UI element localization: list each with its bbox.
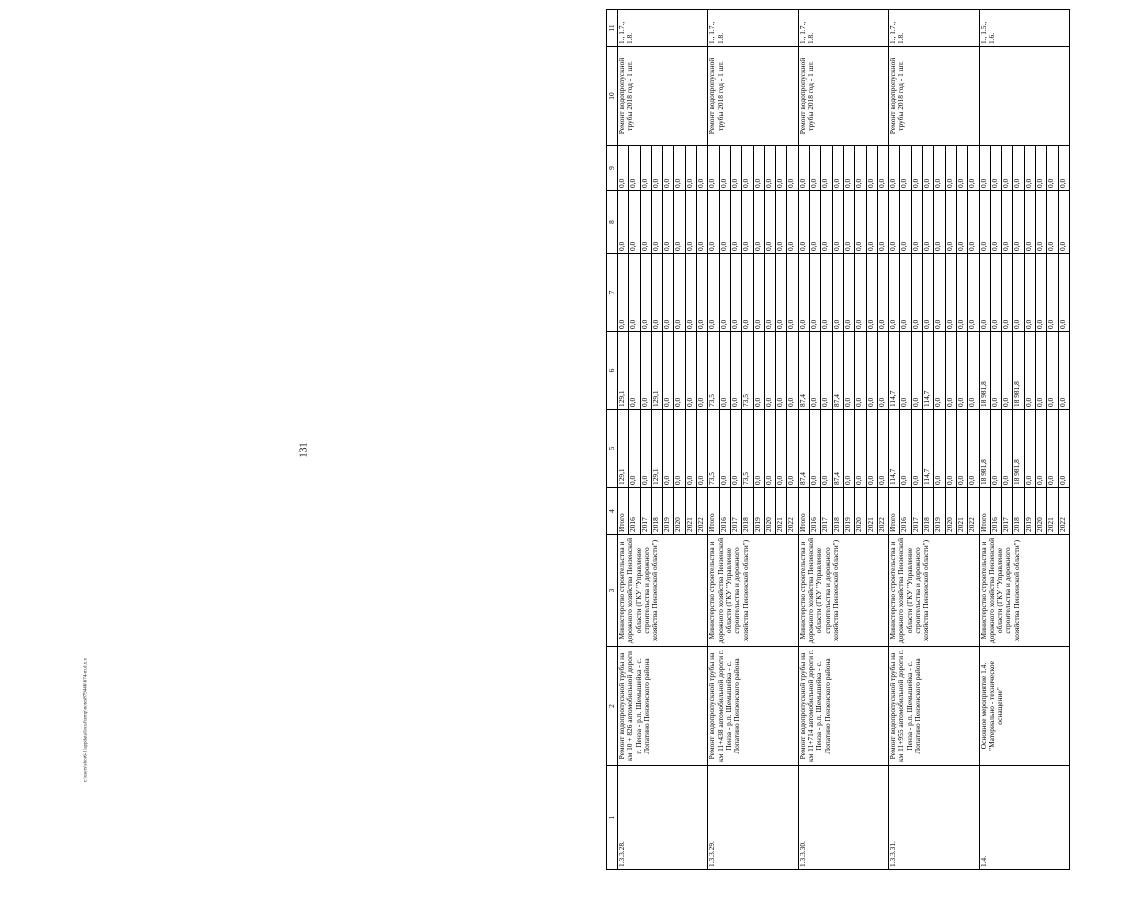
- funding-value: 18 981,8: [1013, 410, 1024, 488]
- funding-value: 114,7: [889, 332, 900, 410]
- funding-value: 0,0: [640, 191, 651, 254]
- period-cell: 2018: [1013, 488, 1024, 535]
- funding-value: 18 981,8: [979, 332, 990, 410]
- column-number-2: 2: [607, 647, 618, 766]
- funding-value: 0,0: [787, 146, 798, 191]
- funding-value: 0,0: [810, 191, 821, 254]
- table-row: [979, 10, 990, 870]
- period-cell: 2016: [719, 488, 730, 535]
- activity-executor: Министерство строительства и дорожного хозяйства Пензенской области (ГКУ "Управление строительства и дорожного хозяйства Пензенской области"): [889, 535, 979, 647]
- column-number-3: 3: [607, 535, 618, 647]
- funding-value: 0,0: [730, 146, 741, 191]
- funding-value: 0,0: [753, 332, 764, 410]
- rotated-table-container: [606, 10, 1138, 870]
- funding-value: 0,0: [855, 191, 866, 254]
- funding-value: 73,5: [708, 410, 719, 488]
- page-number: 131: [298, 442, 310, 458]
- period-cell: 2020: [674, 488, 685, 535]
- funding-value: 129,1: [618, 332, 629, 410]
- funding-value: 0,0: [810, 146, 821, 191]
- funding-value: 0,0: [866, 410, 877, 488]
- period-cell: 2020: [1035, 488, 1046, 535]
- funding-value: 0,0: [629, 254, 640, 332]
- indicator-links: 1., 1.5., 1.6.: [979, 10, 1069, 47]
- funding-value: 0,0: [855, 146, 866, 191]
- funding-value: 0,0: [798, 146, 809, 191]
- period-cell: 2017: [1002, 488, 1013, 535]
- table-row: [798, 10, 809, 870]
- funding-value: 0,0: [640, 254, 651, 332]
- funding-value: 0,0: [968, 191, 979, 254]
- funding-value: 0,0: [843, 191, 854, 254]
- funding-value: 0,0: [1047, 410, 1058, 488]
- indicator-links: 1., 1.7., 1.8.: [708, 10, 798, 47]
- funding-value: 0,0: [877, 410, 888, 488]
- funding-value: 0,0: [990, 410, 1001, 488]
- funding-value: 0,0: [843, 254, 854, 332]
- funding-value: 0,0: [1035, 191, 1046, 254]
- period-cell: 2022: [968, 488, 979, 535]
- funding-value: 0,0: [810, 332, 821, 410]
- funding-value: 0,0: [1058, 410, 1069, 488]
- funding-value: 0,0: [990, 332, 1001, 410]
- funding-value: 0,0: [742, 146, 753, 191]
- funding-value: 0,0: [776, 146, 787, 191]
- funding-value: 0,0: [719, 146, 730, 191]
- funding-value: 0,0: [618, 191, 629, 254]
- funding-value: 0,0: [956, 332, 967, 410]
- funding-value: 0,0: [685, 410, 696, 488]
- activity-executor: Министерство строительства и дорожного хозяйства Пензенской области (ГКУ "Управление строительства и дорожного хозяйства Пензенской области"): [618, 535, 708, 647]
- funding-value: 0,0: [1024, 191, 1035, 254]
- funding-value: 0,0: [1047, 146, 1058, 191]
- funding-value: 0,0: [697, 332, 708, 410]
- activity-name: Ремонт водопропускной трубы на км 10 + 826 автомобильной дороги г. Пенза - р.п. Шемышейка - с. Лопатино Пензенского района: [618, 647, 708, 766]
- funding-value: 0,0: [663, 254, 674, 332]
- funding-value: 0,0: [990, 254, 1001, 332]
- funding-value: 0,0: [1013, 191, 1024, 254]
- funding-value: 0,0: [674, 146, 685, 191]
- funding-value: 114,7: [923, 332, 934, 410]
- funding-value: 0,0: [934, 332, 945, 410]
- funding-value: 87,4: [832, 410, 843, 488]
- period-cell: 2016: [900, 488, 911, 535]
- funding-value: 0,0: [889, 254, 900, 332]
- funding-value: 0,0: [934, 146, 945, 191]
- funding-value: 0,0: [1035, 332, 1046, 410]
- funding-value: 0,0: [685, 146, 696, 191]
- expected-result: Ремонт водопропускной трубы 2018 год - 1 шт.: [889, 47, 979, 146]
- program-activities-table: [606, 9, 1070, 870]
- funding-value: 0,0: [911, 332, 922, 410]
- funding-value: 0,0: [956, 254, 967, 332]
- funding-value: 0,0: [900, 254, 911, 332]
- funding-value: 129,1: [651, 410, 662, 488]
- funding-value: 73,5: [742, 332, 753, 410]
- funding-value: 0,0: [1013, 146, 1024, 191]
- funding-value: 114,7: [923, 410, 934, 488]
- funding-value: 129,1: [651, 332, 662, 410]
- funding-value: 0,0: [618, 254, 629, 332]
- funding-value: 0,0: [697, 191, 708, 254]
- funding-value: 0,0: [787, 332, 798, 410]
- period-cell: 2020: [855, 488, 866, 535]
- funding-value: 0,0: [832, 191, 843, 254]
- funding-value: 73,5: [742, 410, 753, 488]
- funding-value: 0,0: [1002, 332, 1013, 410]
- header-row: [607, 10, 618, 870]
- funding-value: 0,0: [663, 332, 674, 410]
- funding-value: 0,0: [776, 410, 787, 488]
- funding-value: 0,0: [708, 191, 719, 254]
- funding-value: 0,0: [945, 332, 956, 410]
- period-cell: 2017: [911, 488, 922, 535]
- column-number-7: 7: [607, 254, 618, 332]
- period-cell: 2019: [843, 488, 854, 535]
- funding-value: 0,0: [753, 146, 764, 191]
- period-cell: Итого: [618, 488, 629, 535]
- activity-name: Основное мероприятие 1.4. "Материально - техническое оснащение": [979, 647, 1069, 766]
- funding-value: 0,0: [855, 332, 866, 410]
- footer-file-path: c:\users\sbor6-1\appdata\local\temp\notes879446\674-m.d.x.x: [83, 657, 89, 783]
- funding-value: 0,0: [708, 254, 719, 332]
- funding-value: 0,0: [764, 410, 775, 488]
- funding-value: 0,0: [697, 146, 708, 191]
- funding-value: 18 981,8: [1013, 332, 1024, 410]
- period-cell: Итого: [708, 488, 719, 535]
- funding-value: 0,0: [843, 410, 854, 488]
- funding-value: 0,0: [877, 254, 888, 332]
- funding-value: 87,4: [832, 332, 843, 410]
- funding-value: 0,0: [1002, 410, 1013, 488]
- funding-value: 0,0: [923, 146, 934, 191]
- funding-value: 0,0: [979, 146, 990, 191]
- funding-value: 0,0: [945, 146, 956, 191]
- funding-value: 0,0: [843, 146, 854, 191]
- funding-value: 0,0: [776, 332, 787, 410]
- expected-result: Ремонт водопропускной трубы 2018 год - 1 шт.: [708, 47, 798, 146]
- funding-value: 0,0: [1058, 332, 1069, 410]
- funding-value: 0,0: [900, 332, 911, 410]
- funding-value: 0,0: [968, 332, 979, 410]
- funding-value: 0,0: [776, 191, 787, 254]
- column-number-1: 1: [607, 766, 618, 870]
- funding-value: 0,0: [979, 191, 990, 254]
- funding-value: 0,0: [798, 254, 809, 332]
- funding-value: 0,0: [934, 254, 945, 332]
- column-number-4: 4: [607, 488, 618, 535]
- funding-value: 0,0: [674, 191, 685, 254]
- indicator-links: 1., 1.7., 1.8.: [889, 10, 979, 47]
- funding-value: 0,0: [753, 410, 764, 488]
- period-cell: 2021: [776, 488, 787, 535]
- funding-value: 0,0: [685, 254, 696, 332]
- funding-value: 0,0: [810, 254, 821, 332]
- period-cell: 2018: [742, 488, 753, 535]
- period-cell: 2019: [934, 488, 945, 535]
- funding-value: 0,0: [1035, 146, 1046, 191]
- funding-value: 0,0: [719, 254, 730, 332]
- period-cell: 2017: [821, 488, 832, 535]
- period-cell: Итого: [798, 488, 809, 535]
- table-row: [889, 10, 900, 870]
- funding-value: 0,0: [821, 191, 832, 254]
- funding-value: 0,0: [674, 332, 685, 410]
- period-cell: Итого: [979, 488, 990, 535]
- period-cell: 2021: [685, 488, 696, 535]
- funding-value: 0,0: [877, 191, 888, 254]
- activity-name: Ремонт водопропускной трубы на км 11+955 автомобильной дороги г. Пенза - р.п. Шемышейка - с. Лопатино Пензенского района: [889, 647, 979, 766]
- funding-value: 0,0: [1058, 146, 1069, 191]
- funding-value: 0,0: [764, 254, 775, 332]
- funding-value: 0,0: [663, 146, 674, 191]
- funding-value: 0,0: [821, 146, 832, 191]
- indicator-links: 1., 1.7., 1.8.: [798, 10, 888, 47]
- funding-value: 0,0: [900, 146, 911, 191]
- funding-value: 0,0: [956, 410, 967, 488]
- funding-value: 0,0: [900, 410, 911, 488]
- activity-code: 1.3.3.31.: [889, 766, 979, 870]
- column-number-9: 9: [607, 146, 618, 191]
- period-cell: 2021: [1047, 488, 1058, 535]
- funding-value: 0,0: [945, 410, 956, 488]
- funding-value: 0,0: [968, 254, 979, 332]
- period-cell: 2018: [651, 488, 662, 535]
- activity-name: Ремонт водопропускной трубы на км 11+714 автомобильной дороги г. Пенза - р.п. Шемышейка - с. Лопатино Пензенского района: [798, 647, 888, 766]
- period-cell: 2022: [787, 488, 798, 535]
- funding-value: 0,0: [855, 254, 866, 332]
- funding-value: 0,0: [866, 254, 877, 332]
- funding-value: 0,0: [730, 191, 741, 254]
- funding-value: 0,0: [787, 254, 798, 332]
- funding-value: 0,0: [889, 191, 900, 254]
- funding-value: 0,0: [934, 191, 945, 254]
- funding-value: 0,0: [764, 146, 775, 191]
- funding-value: 0,0: [866, 191, 877, 254]
- funding-value: 0,0: [719, 410, 730, 488]
- funding-value: 0,0: [877, 146, 888, 191]
- period-cell: 2018: [832, 488, 843, 535]
- funding-value: 0,0: [1013, 254, 1024, 332]
- period-cell: 2016: [629, 488, 640, 535]
- funding-value: 0,0: [629, 332, 640, 410]
- funding-value: 0,0: [923, 191, 934, 254]
- funding-value: 0,0: [810, 410, 821, 488]
- funding-value: 0,0: [719, 191, 730, 254]
- funding-value: 0,0: [674, 410, 685, 488]
- funding-value: 0,0: [663, 410, 674, 488]
- funding-value: 0,0: [877, 332, 888, 410]
- funding-value: 0,0: [742, 191, 753, 254]
- column-number-10: 10: [607, 47, 618, 146]
- funding-value: 0,0: [629, 146, 640, 191]
- expected-result: [979, 47, 1069, 146]
- funding-value: 0,0: [640, 146, 651, 191]
- period-cell: 2019: [663, 488, 674, 535]
- funding-value: 0,0: [990, 146, 1001, 191]
- funding-value: 0,0: [911, 410, 922, 488]
- activity-executor: Министерство строительства и дорожного хозяйства Пензенской области (ГКУ "Управление строительства и дорожного хозяйства Пензенской области"): [708, 535, 798, 647]
- funding-value: 0,0: [651, 191, 662, 254]
- funding-value: 0,0: [730, 410, 741, 488]
- funding-value: 87,4: [798, 332, 809, 410]
- funding-value: 0,0: [651, 146, 662, 191]
- table-row: [618, 10, 629, 870]
- funding-value: 0,0: [685, 191, 696, 254]
- funding-value: 0,0: [866, 332, 877, 410]
- activity-name: Ремонт водопропускной трубы на км 11+438 автомобильной дороги г. Пенза - р.п. Шемышейка - с. Лопатино Пензенского района: [708, 647, 798, 766]
- funding-value: 0,0: [730, 332, 741, 410]
- period-cell: 2017: [640, 488, 651, 535]
- funding-value: 0,0: [719, 332, 730, 410]
- expected-result: Ремонт водопропускной трубы 2018 год - 1 шт.: [618, 47, 708, 146]
- funding-value: 0,0: [640, 332, 651, 410]
- funding-value: 0,0: [968, 410, 979, 488]
- funding-value: 0,0: [708, 146, 719, 191]
- period-cell: 2017: [730, 488, 741, 535]
- period-cell: 2016: [810, 488, 821, 535]
- funding-value: 0,0: [1047, 254, 1058, 332]
- funding-value: 0,0: [787, 410, 798, 488]
- funding-value: 73,5: [708, 332, 719, 410]
- period-cell: 2022: [877, 488, 888, 535]
- funding-value: 0,0: [866, 146, 877, 191]
- period-cell: 2016: [990, 488, 1001, 535]
- expected-result: Ремонт водопропускной трубы 2018 год - 1 шт.: [798, 47, 888, 146]
- funding-value: 0,0: [764, 191, 775, 254]
- funding-value: 0,0: [1024, 146, 1035, 191]
- table-row: [708, 10, 719, 870]
- funding-value: 0,0: [945, 191, 956, 254]
- funding-value: 0,0: [1024, 410, 1035, 488]
- funding-value: 0,0: [956, 146, 967, 191]
- funding-value: 0,0: [1058, 191, 1069, 254]
- period-cell: 2020: [764, 488, 775, 535]
- funding-value: 0,0: [911, 191, 922, 254]
- funding-value: 0,0: [663, 191, 674, 254]
- funding-value: 0,0: [697, 410, 708, 488]
- funding-value: 0,0: [1047, 191, 1058, 254]
- funding-value: 0,0: [697, 254, 708, 332]
- funding-value: 0,0: [1035, 254, 1046, 332]
- funding-value: 0,0: [945, 254, 956, 332]
- period-cell: 2019: [1024, 488, 1035, 535]
- funding-value: 0,0: [1002, 146, 1013, 191]
- funding-value: 0,0: [1047, 332, 1058, 410]
- funding-value: 18 981,8: [979, 410, 990, 488]
- period-cell: Итого: [889, 488, 900, 535]
- activity-code: 1.4.: [979, 766, 1069, 870]
- funding-value: 0,0: [968, 146, 979, 191]
- column-number-11: 11: [607, 10, 618, 47]
- column-number-6: 6: [607, 332, 618, 410]
- funding-value: 0,0: [832, 146, 843, 191]
- indicator-links: 1., 1.7., 1.8.: [618, 10, 708, 47]
- period-cell: 2019: [753, 488, 764, 535]
- funding-value: 0,0: [956, 191, 967, 254]
- funding-value: 0,0: [821, 254, 832, 332]
- funding-value: 0,0: [1024, 254, 1035, 332]
- funding-value: 129,1: [618, 410, 629, 488]
- period-cell: 2021: [866, 488, 877, 535]
- funding-value: 0,0: [889, 146, 900, 191]
- activity-executor: Министерство строительства и дорожного хозяйства Пензенской области (ГКУ "Управление строительства и дорожного хозяйства Пензенской области"): [798, 535, 888, 647]
- funding-value: 0,0: [787, 191, 798, 254]
- period-cell: 2021: [956, 488, 967, 535]
- funding-value: 0,0: [1002, 191, 1013, 254]
- funding-value: 0,0: [629, 410, 640, 488]
- funding-value: 0,0: [618, 146, 629, 191]
- funding-value: 87,4: [798, 410, 809, 488]
- funding-value: 0,0: [764, 332, 775, 410]
- funding-value: 0,0: [934, 410, 945, 488]
- funding-value: 0,0: [979, 254, 990, 332]
- funding-value: 0,0: [753, 191, 764, 254]
- period-cell: 2022: [1058, 488, 1069, 535]
- funding-value: 0,0: [923, 254, 934, 332]
- funding-value: 0,0: [1024, 332, 1035, 410]
- funding-value: 0,0: [753, 254, 764, 332]
- funding-value: 0,0: [1002, 254, 1013, 332]
- column-number-8: 8: [607, 191, 618, 254]
- funding-value: 0,0: [674, 254, 685, 332]
- funding-value: 0,0: [1058, 254, 1069, 332]
- period-cell: 2022: [697, 488, 708, 535]
- activity-code: 1.3.3.28.: [618, 766, 708, 870]
- funding-value: 0,0: [629, 191, 640, 254]
- funding-value: 0,0: [821, 410, 832, 488]
- funding-value: 0,0: [900, 191, 911, 254]
- funding-value: 0,0: [911, 254, 922, 332]
- funding-value: 0,0: [843, 332, 854, 410]
- funding-value: 0,0: [1035, 410, 1046, 488]
- funding-value: 0,0: [855, 410, 866, 488]
- funding-value: 0,0: [685, 332, 696, 410]
- funding-value: 0,0: [640, 410, 651, 488]
- period-cell: 2020: [945, 488, 956, 535]
- funding-value: 0,0: [742, 254, 753, 332]
- table-body: [618, 10, 1070, 870]
- period-cell: 2018: [923, 488, 934, 535]
- activity-code: 1.3.3.29.: [708, 766, 798, 870]
- funding-value: 0,0: [651, 254, 662, 332]
- funding-value: 0,0: [776, 254, 787, 332]
- activity-executor: Министерство строительства и дорожного хозяйства Пензенской области (ГКУ "Управление строительства и дорожного хозяйства Пензенской области"): [979, 535, 1069, 647]
- funding-value: 0,0: [911, 146, 922, 191]
- activity-code: 1.3.3.30.: [798, 766, 888, 870]
- funding-value: 0,0: [832, 254, 843, 332]
- funding-value: 0,0: [798, 191, 809, 254]
- funding-value: 0,0: [990, 191, 1001, 254]
- funding-value: 0,0: [821, 332, 832, 410]
- funding-value: 0,0: [730, 254, 741, 332]
- funding-value: 114,7: [889, 410, 900, 488]
- column-number-5: 5: [607, 410, 618, 488]
